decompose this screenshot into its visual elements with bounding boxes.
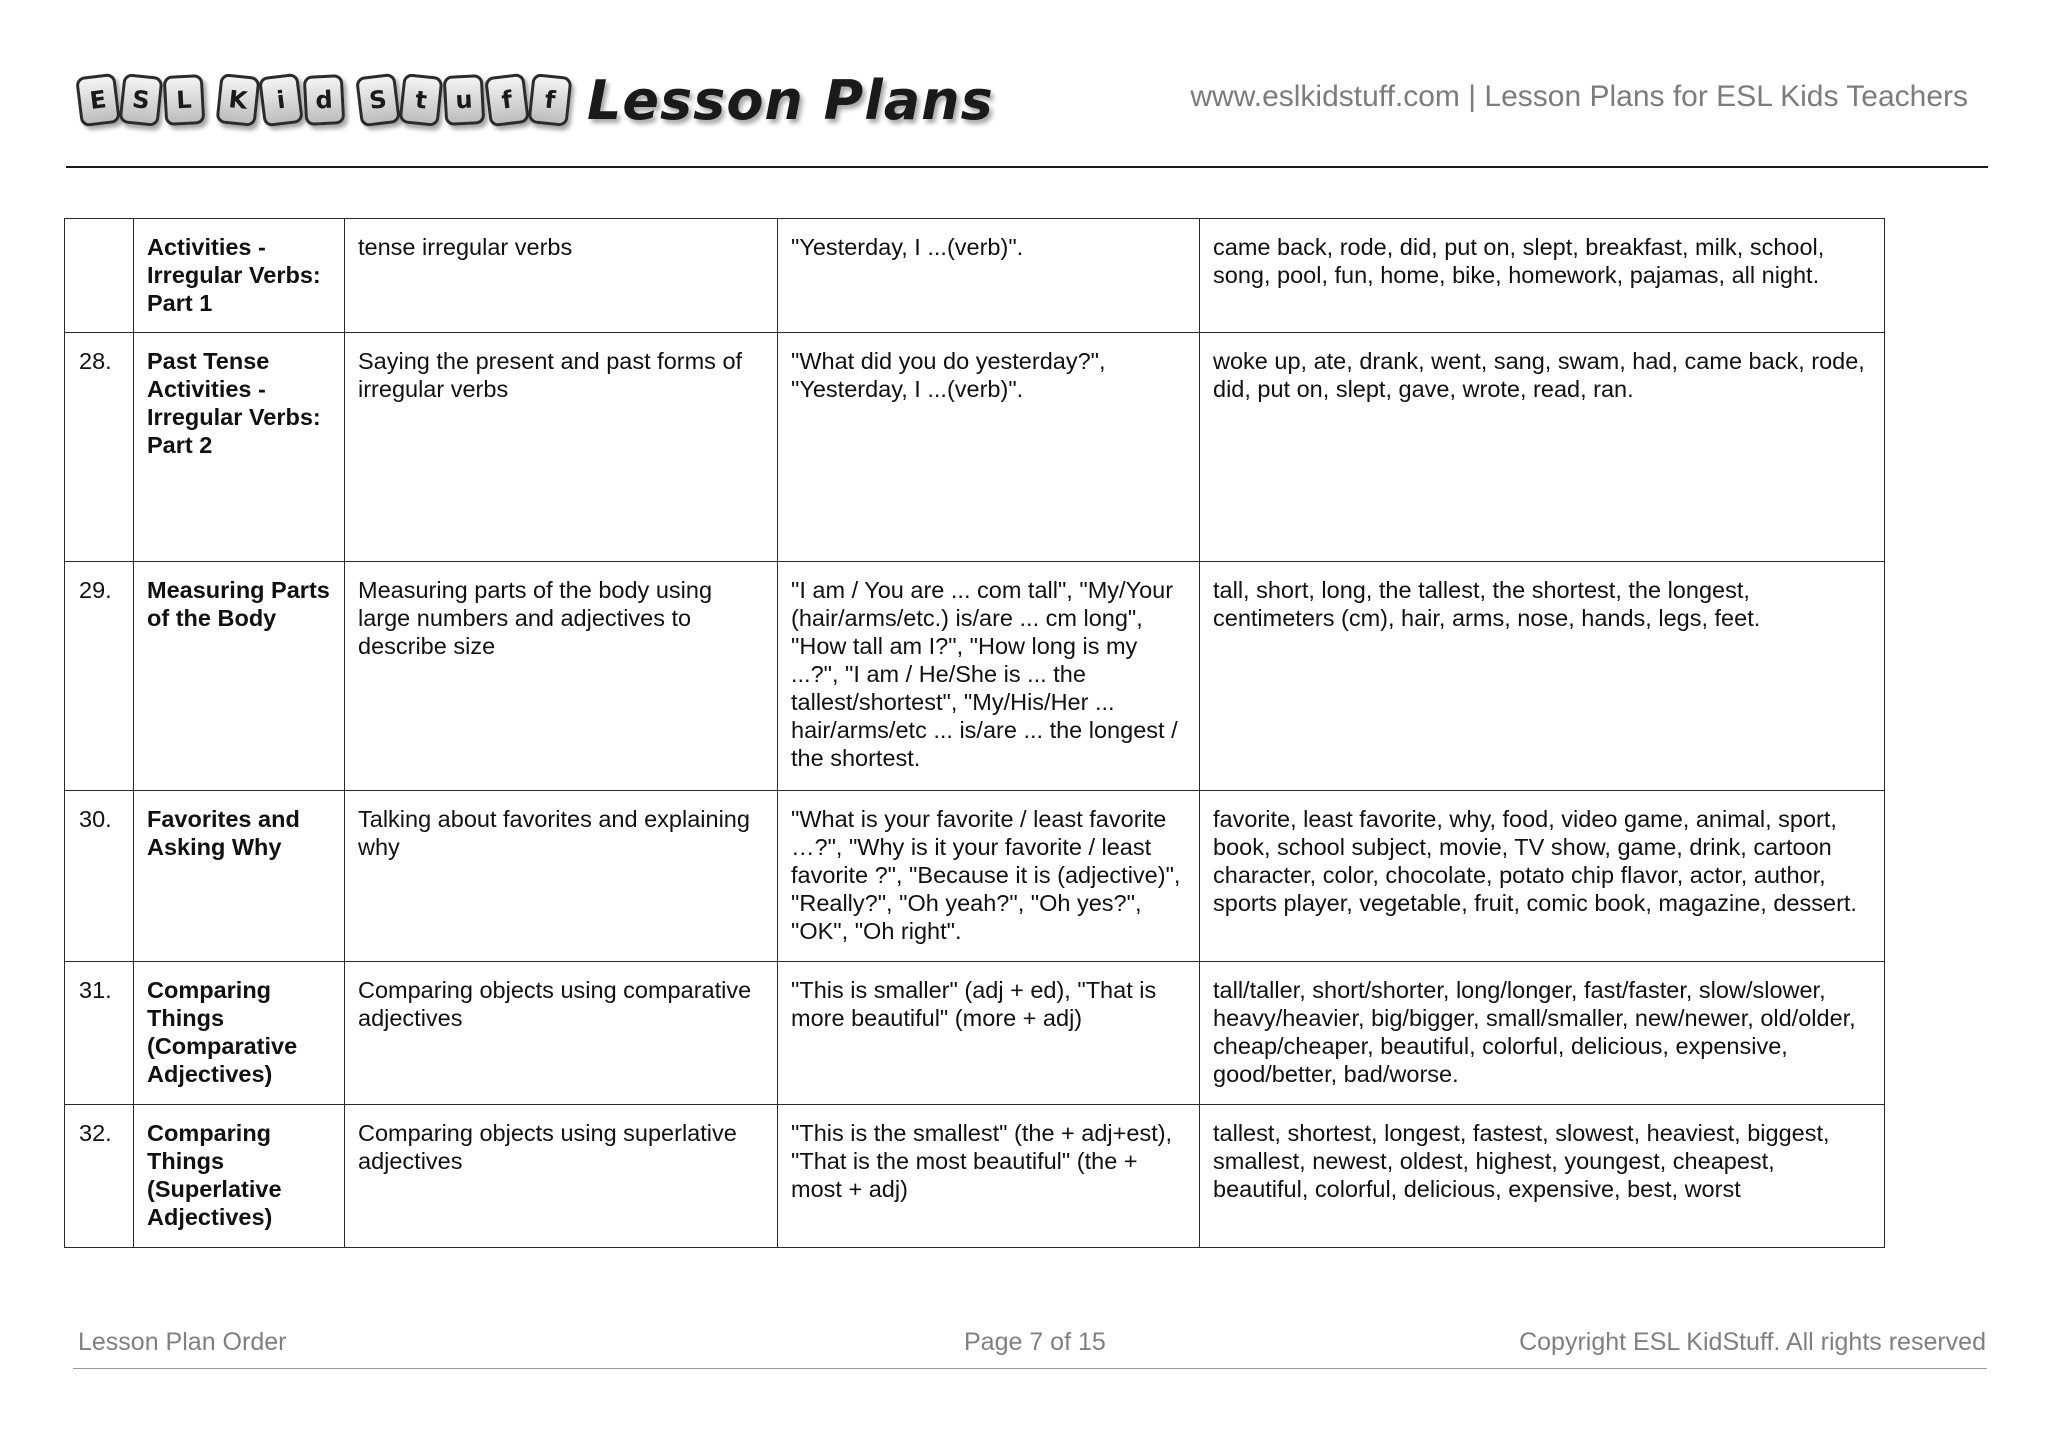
- vocabulary: tall, short, long, the tallest, the shortest, the longest, centimeters (cm), hair, arms, nose, hands, legs, feet.: [1200, 562, 1885, 791]
- lesson-title: Favorites and Asking Why: [134, 791, 345, 962]
- lesson-aim: Saying the present and past forms of irregular verbs: [345, 333, 778, 562]
- lesson-title: Comparing Things (Superlative Adjectives): [134, 1105, 345, 1248]
- logo-letter-blocks: [78, 75, 573, 125]
- lesson-title: Comparing Things (Comparative Adjectives): [134, 962, 345, 1105]
- target-language: "What did you do yesterday?", "Yesterday, I ...(verb)".: [778, 333, 1200, 562]
- table-row: [65, 1105, 1885, 1248]
- lesson-aim: tense irregular verbs: [345, 219, 778, 333]
- table-row: [65, 219, 1885, 333]
- lesson-number: 31.: [65, 962, 134, 1105]
- copyright-notice: Copyright ESL KidStuff. All rights reserved: [1519, 1328, 1986, 1356]
- logo-block: L: [163, 74, 206, 126]
- lesson-aim: Talking about favorites and explaining why: [345, 791, 778, 962]
- vocabulary: woke up, ate, drank, went, sang, swam, had, came back, rode, did, put on, slept, gave, wrote, read, ran.: [1200, 333, 1885, 562]
- footer-document-title: Lesson Plan Order: [78, 1328, 287, 1356]
- target-language: "This is the smallest" (the + adj+est), "That is the most beautiful" (the + most + adj): [778, 1105, 1200, 1248]
- logo-block: d: [303, 74, 346, 126]
- lesson-number: 30.: [65, 791, 134, 962]
- logo-block: t: [398, 73, 443, 127]
- table-row: [65, 962, 1885, 1105]
- target-language: "Yesterday, I ...(verb)".: [778, 219, 1200, 333]
- lesson-number: 28.: [65, 333, 134, 562]
- lesson-title: Measuring Parts of the Body: [134, 562, 345, 791]
- lesson-number: [65, 219, 134, 333]
- site-url-tagline: www.eslkidstuff.com | Lesson Plans for ESL Kids Teachers: [1190, 80, 1968, 113]
- vocabulary: favorite, least favorite, why, food, video game, animal, sport, book, school subject, movie, TV show, game, drink, cartoon character, color, chocolate, potato chip flavor, actor, author, sports player, vegetable, fruit, comic book, magazine, dessert.: [1200, 791, 1885, 962]
- vocabulary: tall/taller, short/shorter, long/longer, fast/faster, slow/slower, heavy/heavier, big/bigger, small/smaller, new/newer, old/older, cheap/cheaper, beautiful, colorful, delicious, expensive, good/better, bad/worse.: [1200, 962, 1885, 1105]
- header-divider: [66, 166, 1988, 168]
- lesson-title: Past Tense Activities - Irregular Verbs: Part 2: [134, 333, 345, 562]
- page-number: Page 7 of 15: [964, 1328, 1106, 1356]
- lesson-aim: Comparing objects using comparative adjectives: [345, 962, 778, 1105]
- logo-block: f: [484, 73, 530, 128]
- logo-block: u: [443, 74, 486, 126]
- lesson-number: 32.: [65, 1105, 134, 1248]
- lesson-aim: Comparing objects using superlative adjectives: [345, 1105, 778, 1248]
- vocabulary: tallest, shortest, longest, fastest, slowest, heaviest, biggest, smallest, newest, oldest, highest, youngest, cheapest, beautiful, colorful, delicious, expensive, best, worst: [1200, 1105, 1885, 1248]
- vocabulary: came back, rode, did, put on, slept, breakfast, milk, school, song, pool, fun, home, bike, homework, pajamas, all night.: [1200, 219, 1885, 333]
- esl-kidstuff-logo: [78, 62, 994, 138]
- table-row: [65, 562, 1885, 791]
- logo-block: S: [355, 73, 401, 128]
- lesson-title: Activities - Irregular Verbs: Part 1: [134, 219, 345, 333]
- footer-divider: [73, 1368, 1987, 1369]
- lesson-plan-table: [64, 218, 1885, 1248]
- page-header: [0, 0, 2048, 170]
- table-row: [65, 791, 1885, 962]
- table-row: [65, 333, 1885, 562]
- logo-block: i: [258, 73, 304, 128]
- logo-block: K: [215, 73, 260, 127]
- logo-block: E: [75, 73, 121, 128]
- target-language: "This is smaller" (adj + ed), "That is more beautiful" (more + adj): [778, 962, 1200, 1105]
- logo-block: f: [527, 73, 572, 127]
- target-language: "I am / You are ... com tall", "My/Your (hair/arms/etc.) is/are ... cm long", "How tall am I?", "How long is my ...?", "I am / He/She is ... the tallest/shortest", "My/His/Her ... hair/arms/etc ... is/are ... the longest / the shortest.: [778, 562, 1200, 791]
- logo-block: S: [118, 73, 163, 127]
- lesson-number: 29.: [65, 562, 134, 791]
- lesson-aim: Measuring parts of the body using large numbers and adjectives to describe size: [345, 562, 778, 791]
- logo-title: Lesson Plans: [587, 68, 994, 132]
- target-language: "What is your favorite / least favorite …?", "Why is it your favorite / least favorite ?", "Because it is (adjective)", "Really?", "Oh yeah?", "Oh yes?", "OK", "Oh right".: [778, 791, 1200, 962]
